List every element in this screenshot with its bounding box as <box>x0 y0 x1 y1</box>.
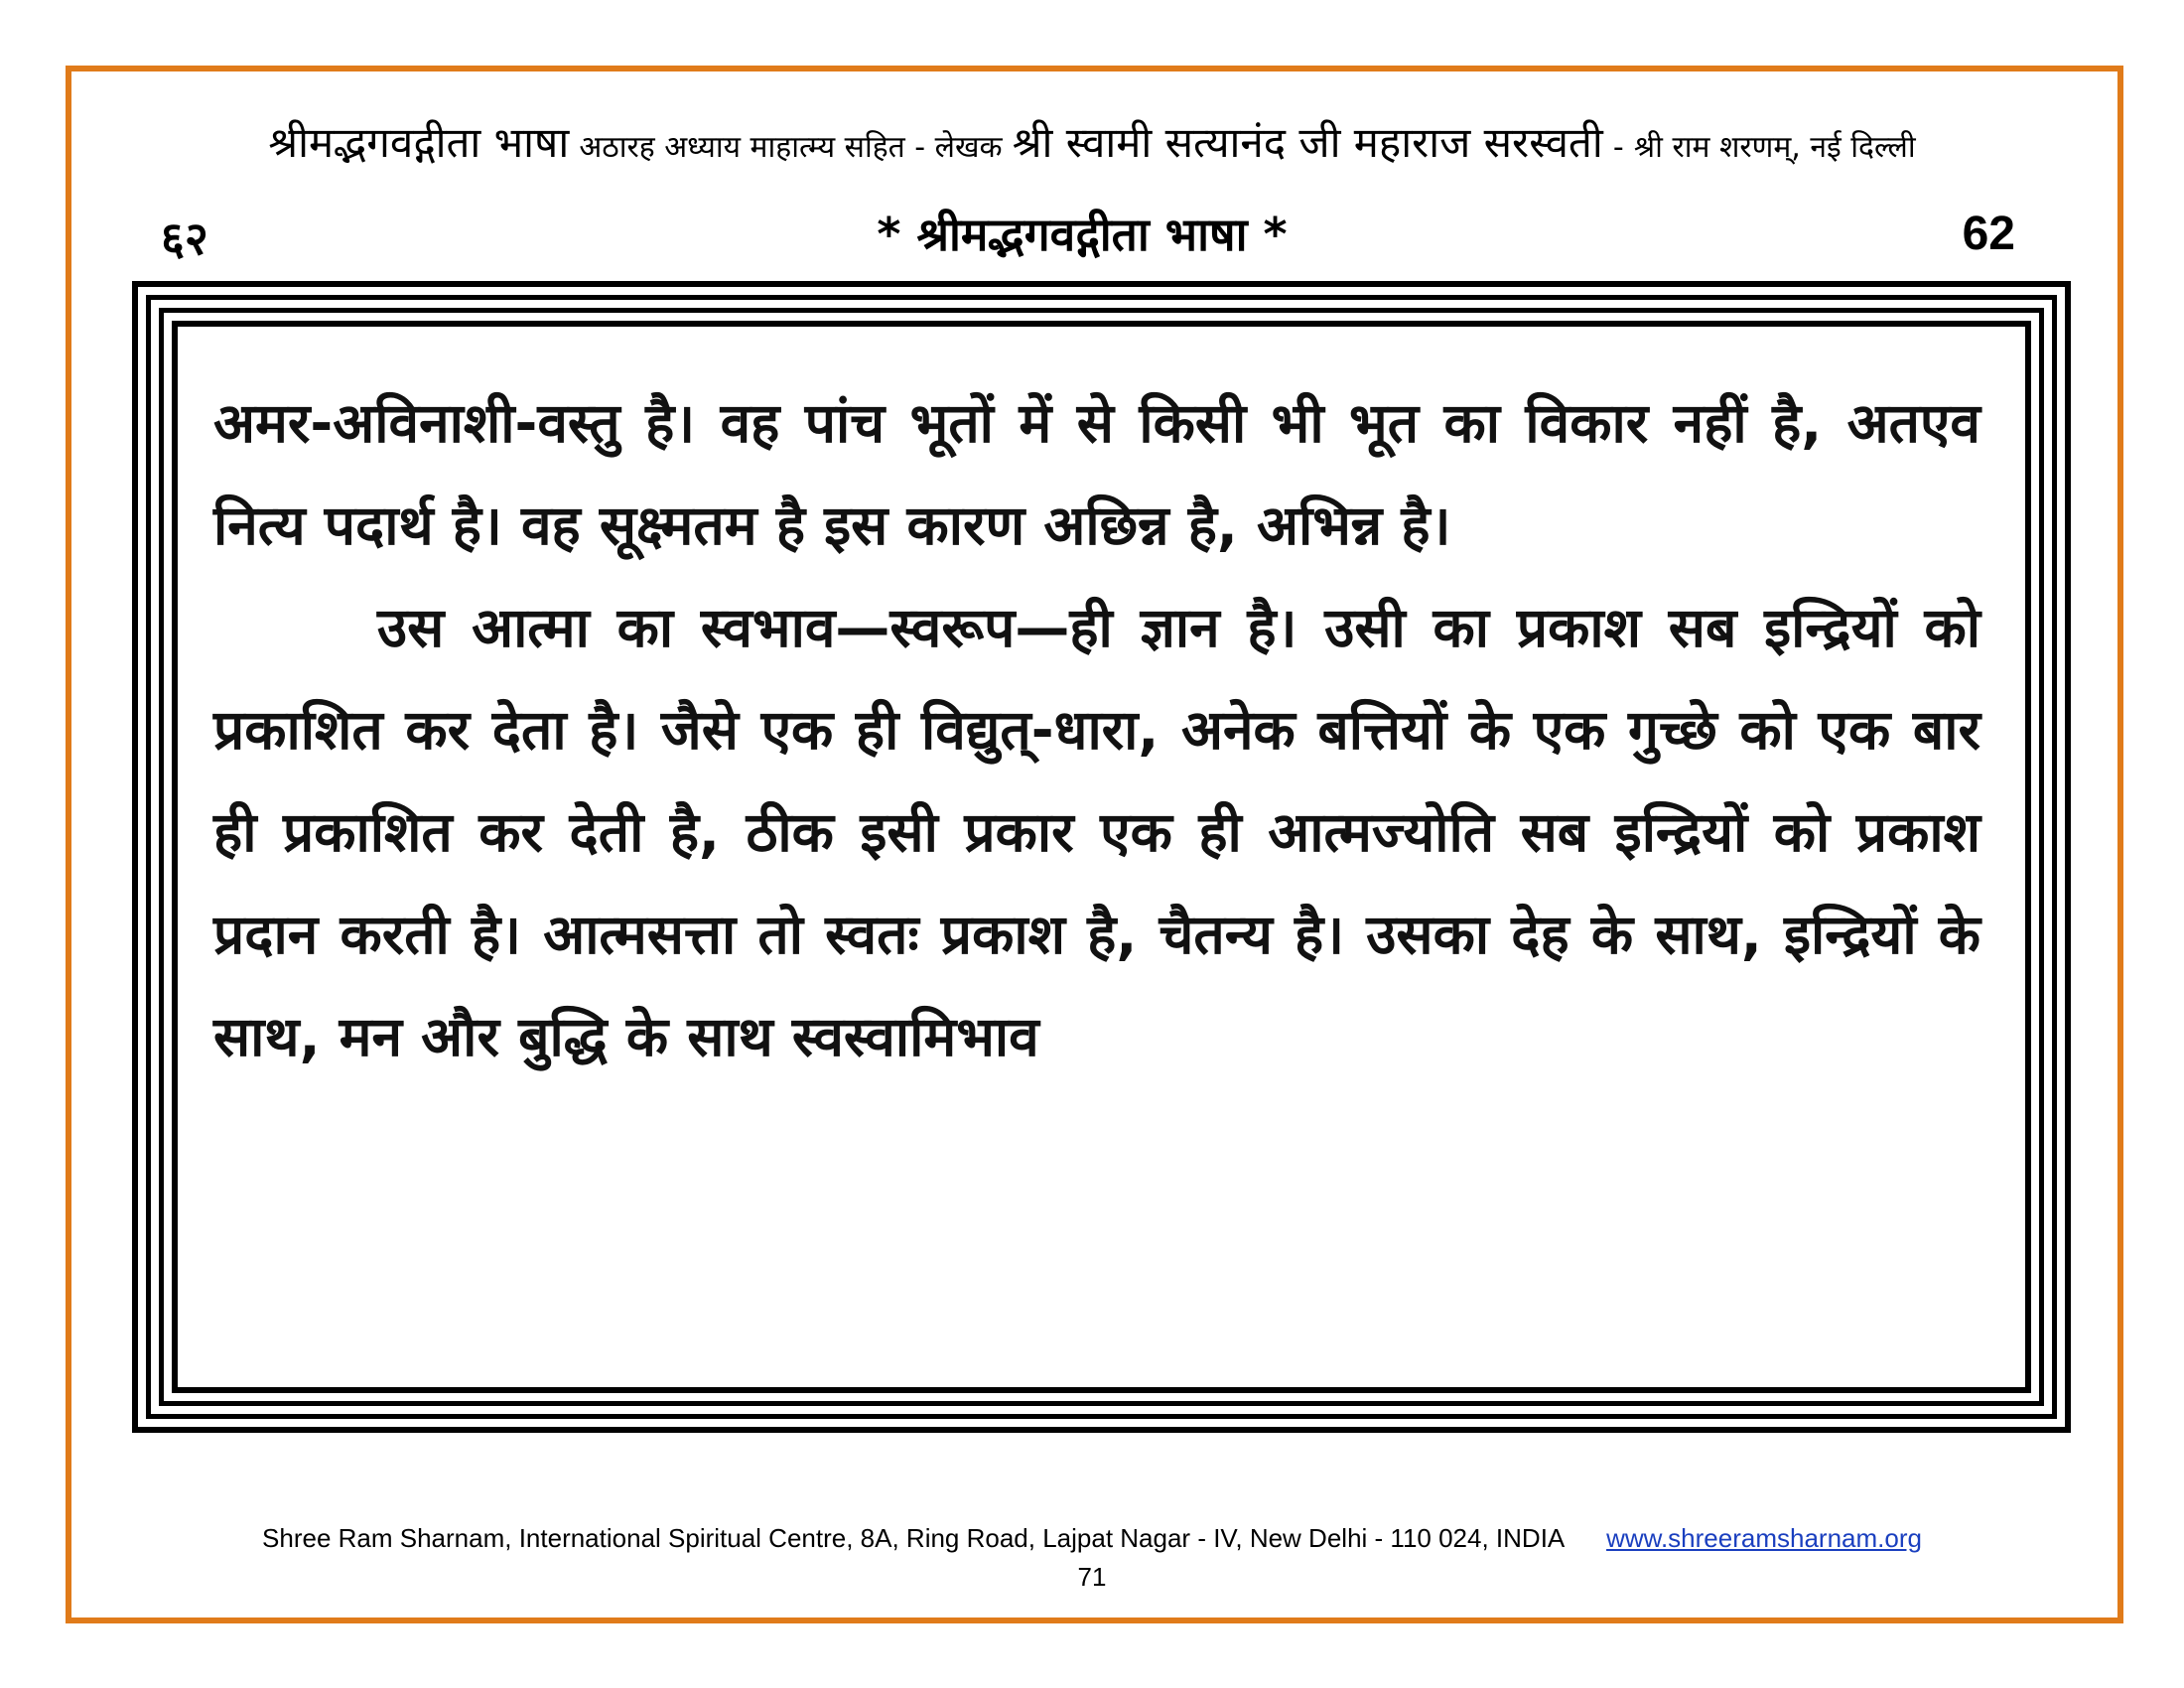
paragraph: उस आत्मा का स्वभाव—स्वरूप—ही ज्ञान है। उसी का प्रकाश सब इन्द्रियों को प्रकाशित कर देता है। जैसे एक ही विद्युत्-धारा, अनेक बत्तियों के एक गुच्छे को एक बार ही प्रकाशित कर देती है, ठीक इसी प्रकार एक ही आत्मज्योति सब इन्द्रियों को प्रकाश प्रदान करती है। आत्मसत्ता तो स्वतः प्रकाश है, चैतन्य है। उसका देह के साथ, इन्द्रियों के साथ, मन और बुद्धि के साथ स्वस्वामिभाव <box>213 596 1980 1068</box>
website-link[interactable]: www.shreeramsharnam.org <box>1606 1523 1922 1553</box>
book-publisher-place: श्री राम शरणम्, नई दिल्ली <box>1633 130 1916 165</box>
running-title: * श्रीमद्भगवद्गीता भाषा * <box>877 208 1288 261</box>
page-body <box>213 372 1980 1088</box>
book-header <box>79 117 2105 174</box>
paragraph: अमर-अविनाशी-वस्तु है। वह पांच भूतों में से किसी भी भूत का विकार नहीं है, अतएव नित्य पदार्थ है। वह सूक्ष्मतम है इस कारण अछिन्न है, अभिन्न है। <box>213 391 1980 557</box>
footer <box>99 1523 2085 1554</box>
page-number-arabic: 62 <box>1962 208 2015 260</box>
page-number-devanagari: ६२ <box>161 211 208 265</box>
book-author: श्री स्वामी सत्यानंद जी महाराज सरस्वती <box>1012 118 1603 167</box>
pdf-page-number: 71 <box>1077 1562 1107 1592</box>
book-title: श्रीमद्भगवद्गीता भाषा <box>268 118 570 167</box>
page-header <box>149 201 2015 270</box>
book-subtitle: अठारह अध्याय माहात्म्य सहित - लेखक <box>579 130 1003 165</box>
footer-address: Shree Ram Sharnam, International Spiritual Centre, 8A, Ring Road, Lajpat Nagar - IV, New Delhi - 110 024, INDIA <box>262 1523 1564 1553</box>
header-separator: - <box>1612 130 1624 165</box>
